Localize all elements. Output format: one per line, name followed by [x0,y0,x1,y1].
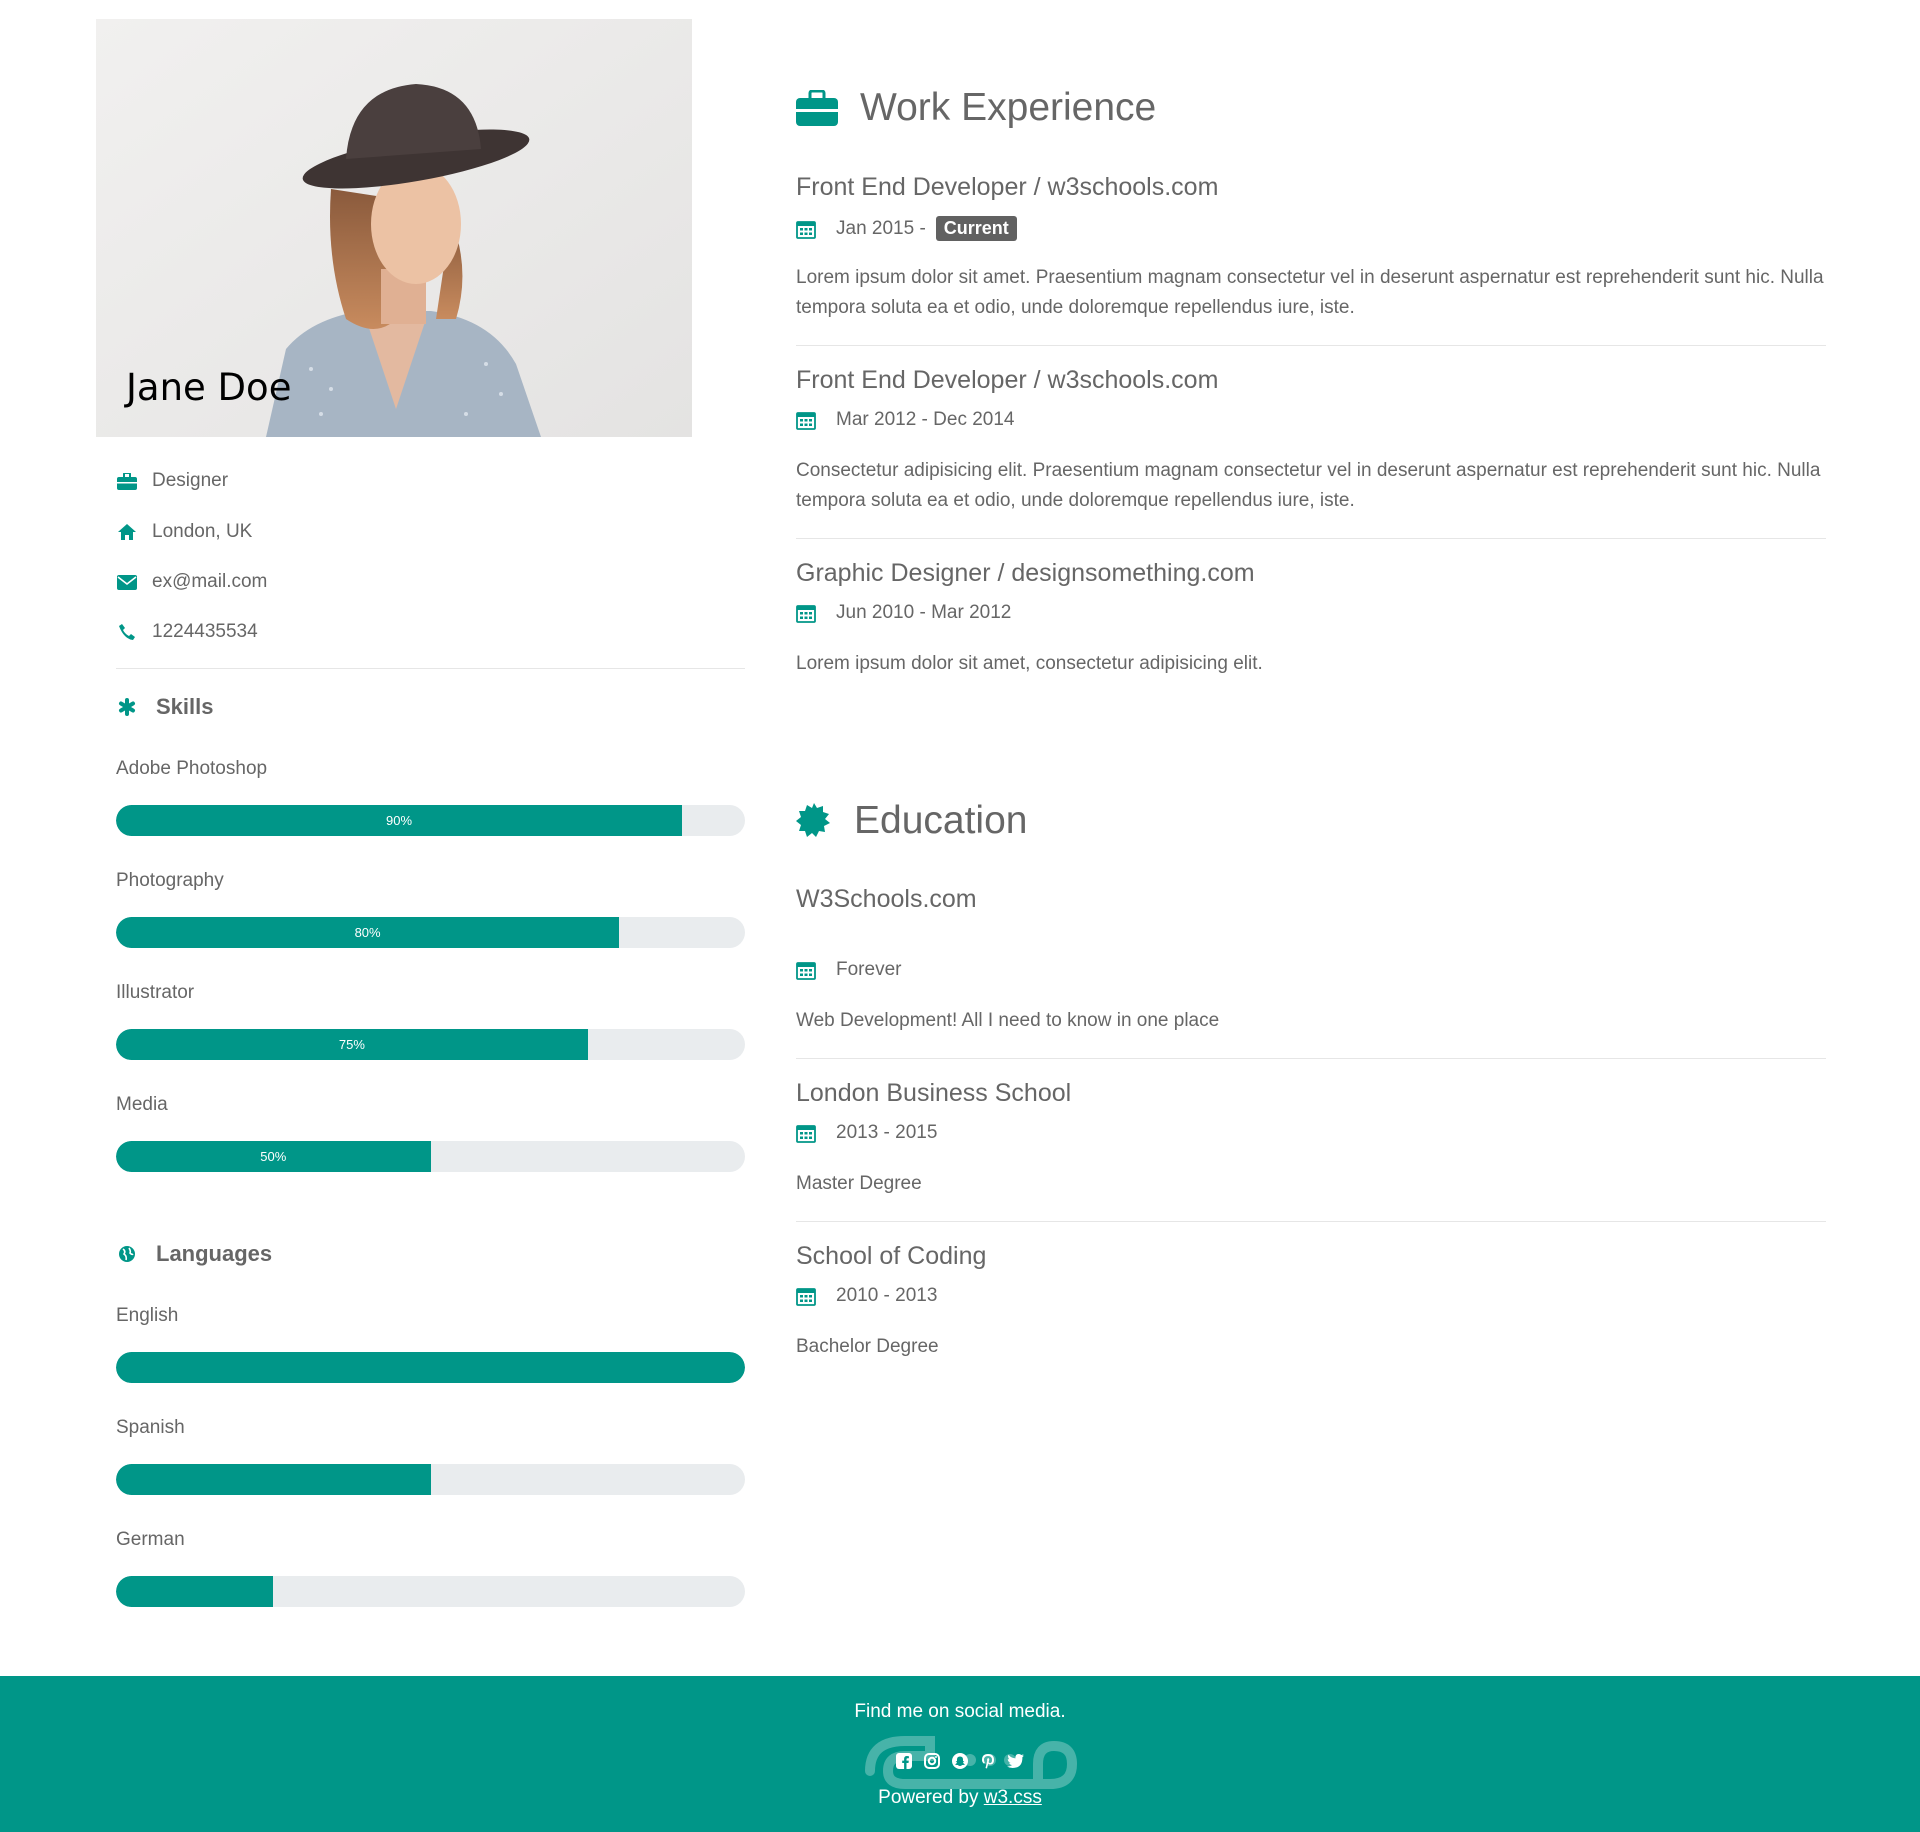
languages-title [116,1241,272,1267]
info-phone-text: 1224435534 [152,621,258,642]
twitter-icon[interactable] [1007,1752,1025,1770]
education-item-date-text: Forever [836,959,902,980]
instagram-icon[interactable] [923,1752,941,1770]
w3css-link[interactable]: w3.css [983,1787,1042,1808]
calendar-icon [796,410,816,430]
work-item-date-text: Jan 2015 - [836,217,926,239]
education-item-title: London Business School [796,1079,1072,1107]
work-item-title: Graphic Designer / designsomething.com [796,559,1255,587]
pinterest-icon[interactable] [979,1752,997,1770]
language-progress-bar [116,1464,745,1495]
work-item-description: Lorem ipsum dolor sit amet, consectetur adipisicing elit. [796,653,1263,674]
info-role [116,470,228,492]
calendar-icon [796,219,816,239]
education-item-description: Web Development! All I need to know in one place [796,1010,1220,1031]
calendar-icon [796,1123,816,1143]
language-progress-fill [116,1352,745,1383]
language-label: German [116,1529,185,1550]
facebook-icon[interactable] [895,1752,913,1770]
divider [796,1221,1826,1222]
skill-progress-fill: 50% [116,1141,431,1172]
education-item-date-text: 2010 - 2013 [836,1285,938,1306]
work-experience-title-text: Work Experience [860,86,1157,129]
info-phone [116,621,258,643]
social-icons [0,1752,1920,1770]
education-item-description: Master Degree [796,1173,922,1194]
language-progress-fill [116,1576,273,1607]
asterisk-icon [116,696,138,718]
snapchat-icon[interactable] [951,1752,969,1770]
footer-message: Find me on social media. [854,1701,1066,1722]
education-item-description: Bachelor Degree [796,1336,939,1357]
work-item-date [796,409,1015,431]
skills-title [116,694,213,720]
footer [0,1676,1920,1832]
language-progress-fill [116,1464,431,1495]
envelope-icon [116,571,138,593]
work-experience-title [796,86,1156,130]
language-label: Spanish [116,1417,185,1438]
language-label: English [116,1305,179,1326]
work-item-title: Front End Developer / w3schools.com [796,173,1219,201]
work-item-description: Consectetur adipisicing elit. Praesentium magnam consectetur vel in deserunt aspernatur est reprehenderit sunt hic. Nulla tempora soluta ea et odio, unde doloremque repellendus iure, iste. [796,460,1821,511]
profile-card [96,19,692,437]
skill-progress-fill: 75% [116,1029,588,1060]
education-item-date-text: 2013 - 2015 [836,1122,938,1143]
education-title-text: Education [854,799,1028,842]
skill-progress-bar [116,1029,745,1060]
info-role-text: Designer [152,470,229,491]
skill-label: Media [116,1094,168,1115]
skill-label: Photography [116,870,224,891]
divider [116,668,745,669]
education-item-title: W3Schools.com [796,885,977,913]
education-item-date [796,1122,937,1144]
work-item-date [796,216,1017,241]
work-item-description: Lorem ipsum dolor sit amet. Praesentium magnam consectetur vel in deserunt aspernatur est reprehenderit sunt hic. Nulla tempora soluta ea et odio, unde doloremque repellendus iure, iste. [796,267,1824,318]
education-title [796,799,1027,843]
divider [796,345,1826,346]
skills-title-text: Skills [156,694,214,719]
language-progress-bar [116,1352,745,1383]
info-email-text: ex@mail.com [152,571,268,592]
calendar-icon [796,960,816,980]
languages-title-text: Languages [156,1241,273,1266]
education-item-title: School of Coding [796,1242,987,1270]
briefcase-icon [796,90,838,126]
briefcase-icon [116,470,138,492]
phone-icon [116,621,138,643]
divider [796,538,1826,539]
education-item-date [796,1285,937,1307]
skill-progress-bar [116,1141,745,1172]
home-icon [116,521,138,543]
work-item-title: Front End Developer / w3schools.com [796,366,1219,394]
powered-by [0,1787,1920,1809]
certificate-icon [796,803,832,839]
skill-label: Adobe Photoshop [116,758,268,779]
info-location-text: London, UK [152,521,253,542]
info-email [116,571,267,593]
skill-progress-bar [116,805,745,836]
skill-progress-fill: 90% [116,805,682,836]
info-location [116,521,252,543]
calendar-icon [796,1286,816,1306]
status-badge: Current [936,216,1017,241]
language-progress-bar [116,1576,745,1607]
profile-name: Jane Doe [126,366,292,409]
divider [796,1058,1826,1059]
calendar-icon [796,603,816,623]
education-item-date [796,959,901,981]
skill-label: Illustrator [116,982,195,1003]
work-item-date [796,602,1011,624]
powered-by-text: Powered by [878,1787,979,1808]
skill-progress-bar [116,917,745,948]
work-item-date-text: Mar 2012 - Dec 2014 [836,409,1015,430]
skill-progress-fill: 80% [116,917,619,948]
work-item-date-text: Jun 2010 - Mar 2012 [836,602,1012,623]
globe-icon [116,1243,138,1265]
